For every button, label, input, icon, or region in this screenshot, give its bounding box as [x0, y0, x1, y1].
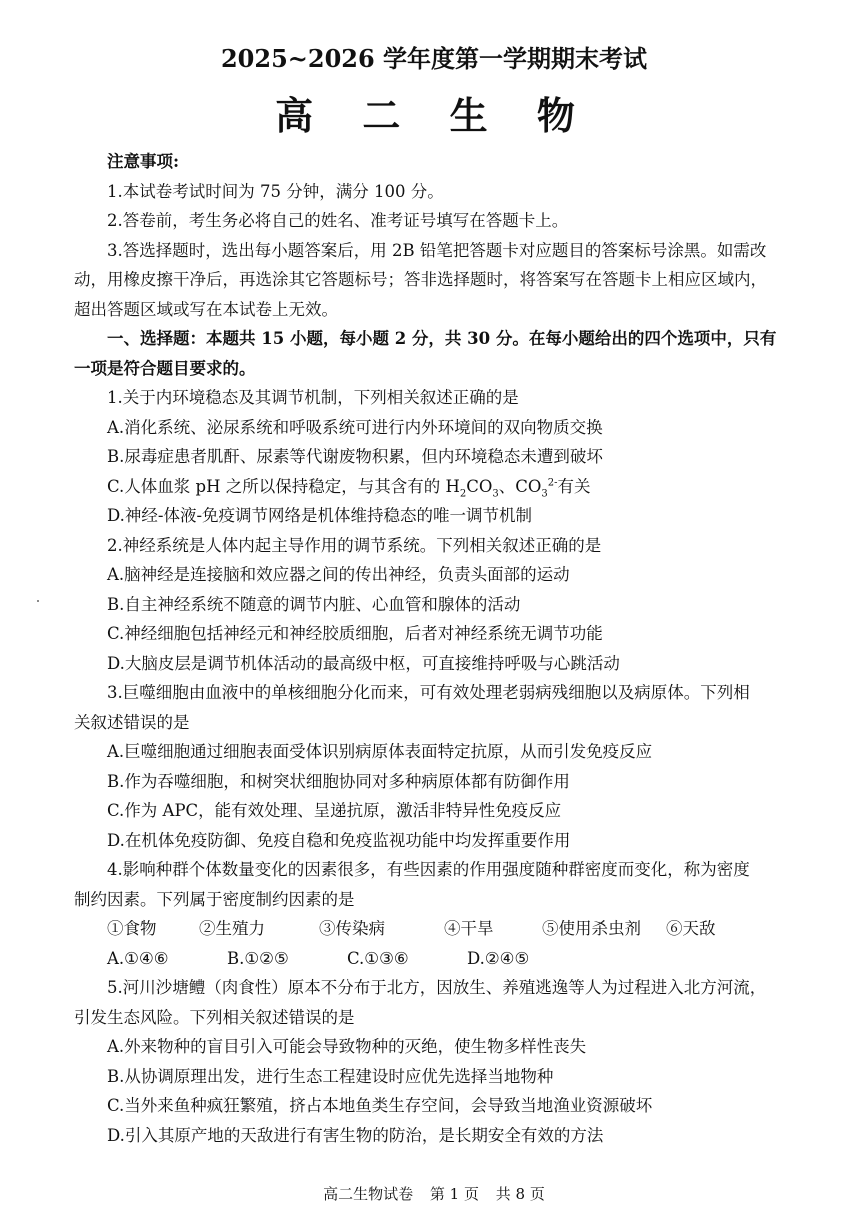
- q4-item: ②生殖力: [199, 919, 265, 938]
- section-1-line-1: 一、选择题：本题共 15 小题，每小题 2 分，共 30 分。在每小题给出的四个选项中，只有: [107, 329, 777, 348]
- q1-option-a: A.消化系统、泌尿系统和呼吸系统可进行内外环境间的双向物质交换: [107, 417, 603, 437]
- q1-c-text-3: 、CO: [498, 476, 542, 496]
- q1-option-d: D.神经-体液-免疫调节网络是机体维持稳态的唯一调节机制: [107, 506, 533, 525]
- q1-c-sub-3: 3: [541, 487, 548, 499]
- q4-stem-line-1: 4.影响种群个体数量变化的因素很多，有些因素的作用强度随种群密度而变化，称为密度: [107, 860, 750, 879]
- scan-speck: [37, 600, 39, 602]
- q5-option-b: B.从协调原理出发，进行生态工程建设时应优先选择当地物种: [107, 1066, 554, 1086]
- q5-option-a: A.外来物种的盲目引入可能会导致物种的灭绝，使生物多样性丧失: [107, 1037, 587, 1056]
- q4-item: ⑥天敌: [666, 919, 716, 938]
- q2-option-a: A.脑神经是连接脑和效应器之间的传出神经，负责头面部的运动: [107, 565, 570, 584]
- notice-item-1: 1.本试卷考试时间为 75 分钟，满分 100 分。: [107, 181, 444, 201]
- subject-title: 高 二 生 物: [275, 93, 593, 138]
- q1-c-text-1: C.人体血浆 pH 之所以保持稳定，与其含有的 H: [107, 476, 460, 496]
- q5-stem-line-2: 引发生态风险。下列相关叙述错误的是: [74, 1007, 355, 1027]
- q1-c-text-2: CO: [466, 476, 493, 496]
- footer-page-number: 第 1 页: [429, 1185, 479, 1203]
- q4-item: ①食物: [107, 919, 157, 938]
- footer-total-pages: 共 8 页: [495, 1185, 545, 1203]
- q1-c-sub-2: 3: [492, 487, 499, 499]
- exam-title: 2025~2026 学年度第一学期期末考试: [220, 44, 648, 73]
- notice-item-3-line-2: 动，用橡皮擦干净后，再选涂其它答题标号；答非选择题时，将答案写在答题卡上相应区域内，: [74, 270, 767, 289]
- q4-item: ⑤使用杀虫剂: [542, 919, 641, 938]
- q2-option-c: C.神经细胞包括神经元和神经胶质细胞，后者对神经系统无调节功能: [107, 624, 603, 643]
- q1-stem: 1.关于内环境稳态及其调节机制，下列相关叙述正确的是: [107, 388, 519, 407]
- q3-option-a: A.巨噬细胞通过细胞表面受体识别病原体表面特定抗原，从而引发免疫反应: [107, 742, 653, 761]
- q5-option-d: D.引入其原产地的天敌进行有害生物的防治，是长期安全有效的方法: [107, 1125, 604, 1145]
- q3-stem-line-2: 关叙述错误的是: [74, 712, 190, 732]
- section-1-line-2: 一项是符合题目要求的。: [74, 358, 256, 378]
- q3-option-d: D.在机体免疫防御、免疫自稳和免疫监视功能中均发挥重要作用: [107, 830, 571, 850]
- footer-paper-name: 高二生物试卷: [323, 1185, 414, 1203]
- notice-item-3-line-3: 超出答题区域或写在本试卷上无效。: [74, 299, 338, 319]
- q4-item: ③传染病: [319, 919, 385, 938]
- q2-stem: 2.神经系统是人体内起主导作用的调节系统。下列相关叙述正确的是: [107, 535, 602, 555]
- q1-option-c: [74, 472, 794, 502]
- q4-stem-line-2: 制约因素。下列属于密度制约因素的是: [74, 889, 355, 909]
- q3-stem-line-1: 3.巨噬细胞由血液中的单核细胞分化而来，可有效处理老弱病残细胞以及病原体。下列相: [107, 683, 750, 702]
- q4-option-b: B.①②⑤: [227, 948, 289, 968]
- q1-c-sub-1: 2: [459, 487, 467, 499]
- q5-stem-line-1: 5.河川沙塘鳢（肉食性）原本不分布于北方，因放生、养殖逃逸等人为过程进入北方河流，: [107, 978, 767, 997]
- q4-items: [74, 914, 794, 944]
- q3-option-c: C.作为 APC，能有效处理、呈递抗原，激活非特异性免疫反应: [107, 801, 562, 820]
- q4-option-a: A.①④⑥: [107, 948, 169, 968]
- q4-option-d: D.②④⑤: [467, 948, 530, 968]
- notice-item-2: 2.答卷前，考生务必将自己的姓名、准考证号填写在答题卡上。: [107, 211, 569, 230]
- notice-heading: 注意事项:: [107, 152, 180, 171]
- notice-item-3-line-1: 3.答选择题时，选出每小题答案后，用 2B 铅笔把答题卡对应题目的答案标号涂黑。如需改: [107, 240, 767, 260]
- q1-c-text-4: 有关: [557, 476, 591, 496]
- q1-option-b: B.尿毒症患者肌酐、尿素等代谢废物积累，但内环境稳态未遭到破坏: [107, 447, 603, 466]
- q4-item: ④干旱: [444, 919, 494, 938]
- page-footer: [0, 1184, 868, 1204]
- exam-content: [74, 147, 794, 1150]
- q1-c-sup: 2-: [547, 477, 558, 488]
- q4-options: [74, 944, 794, 974]
- q2-option-b: B.自主神经系统不随意的调节内脏、心血管和腺体的活动: [107, 594, 521, 614]
- q3-option-b: B.作为吞噬细胞，和树突状细胞协同对多种病原体都有防御作用: [107, 771, 570, 791]
- q4-option-c: C.①③⑥: [347, 948, 409, 968]
- q5-option-c: C.当外来鱼种疯狂繁殖，挤占本地鱼类生存空间，会导致当地渔业资源破坏: [107, 1096, 653, 1115]
- q2-option-d: D.大脑皮层是调节机体活动的最高级中枢，可直接维持呼吸与心跳活动: [107, 653, 620, 673]
